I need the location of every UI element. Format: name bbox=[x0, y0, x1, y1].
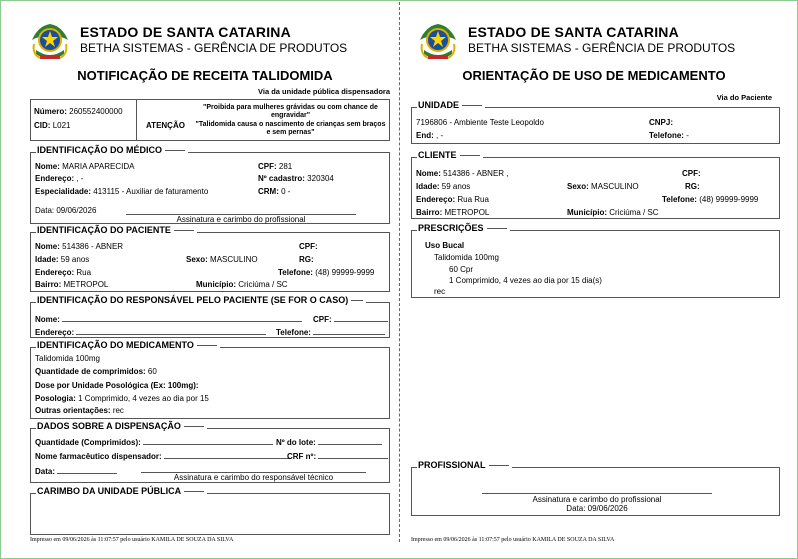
doctor-specialty: 413115 - Auxiliar de faturamento bbox=[93, 187, 209, 196]
patient-age: 59 anos bbox=[60, 255, 90, 264]
doctor-register-label: Nº cadastro: bbox=[258, 174, 305, 183]
unit-cnpj-label: CNPJ: bbox=[649, 118, 674, 127]
unit-stamp-section bbox=[30, 486, 390, 535]
doctor-address-label: Endereço: bbox=[35, 174, 75, 183]
prescriptions-section bbox=[411, 223, 780, 298]
client-name: 514386 - ABNER , bbox=[443, 169, 509, 178]
state-coat-of-arms-icon bbox=[418, 20, 458, 66]
prescription-header-box bbox=[30, 99, 390, 141]
dose-label: Dose por Unidade Posológica (Ex: 100mg): bbox=[35, 381, 199, 390]
client-rg-label: RG: bbox=[685, 182, 700, 191]
company-name: BETHA SISTEMAS - GERÊNCIA DE PRODUTOS bbox=[80, 41, 348, 55]
cid-label: CID: bbox=[34, 121, 51, 130]
administration-route: Uso Bucal bbox=[425, 241, 465, 250]
client-section bbox=[411, 150, 780, 219]
patient-name-label: Nome: bbox=[35, 242, 60, 251]
client-address-label: Endereço: bbox=[416, 195, 456, 204]
unit-section-title: UNIDADE bbox=[417, 100, 485, 110]
prescribed-posology: 1 Comprimido, 4 vezes ao dia por 15 dia(s) bbox=[449, 276, 602, 285]
doctor-signature-caption: Assinatura e carimbo do profissional bbox=[176, 215, 306, 224]
unit-address: , - bbox=[436, 131, 444, 140]
patient-sex: MASCULINO bbox=[210, 255, 258, 264]
dispensing-section bbox=[30, 421, 390, 483]
client-district-label: Bairro: bbox=[416, 208, 443, 217]
guardian-name-label: Nome: bbox=[35, 315, 60, 324]
attention-label: ATENÇÃO bbox=[146, 121, 185, 130]
crf-field[interactable] bbox=[318, 451, 388, 459]
client-phone-label: Telefone: bbox=[662, 195, 697, 204]
medication-guidance-page bbox=[408, 0, 780, 543]
batch-field[interactable] bbox=[318, 437, 382, 445]
guardian-address-field[interactable] bbox=[76, 327, 266, 335]
crf-label: CRF nº: bbox=[287, 452, 317, 461]
other-guidance-label: Outras orientações: bbox=[35, 406, 111, 415]
patient-city-label: Município: bbox=[196, 280, 236, 289]
unit-name: 7196806 - Ambiente Teste Leopoldo bbox=[416, 118, 544, 127]
client-city: Criciúma / SC bbox=[609, 208, 659, 217]
unit-section bbox=[411, 100, 780, 144]
patient-sex-label: Sexo: bbox=[186, 255, 208, 264]
doctor-section bbox=[30, 145, 390, 224]
print-footer: Impresso em 09/06/2026 às 11:07:57 pelo usuário KAMILA DE SOUZA DA SILVA bbox=[411, 537, 615, 543]
doctor-name: MARIA APARECIDA bbox=[62, 162, 135, 171]
doctor-address: , - bbox=[76, 174, 84, 183]
client-district: METROPOL bbox=[444, 208, 490, 217]
guardian-section-title: IDENTIFICAÇÃO DO RESPONSÁVEL PELO PACIENTE (SE FOR O CASO) bbox=[36, 295, 366, 305]
client-sex-label: Sexo: bbox=[567, 182, 589, 191]
warning-birth-defects: "Talidomida causa o nascimento de crianças sem braços e sem pernas" bbox=[195, 121, 386, 136]
state-name: ESTADO DE SANTA CATARINA bbox=[80, 24, 291, 40]
batch-label: Nº do lote: bbox=[276, 438, 316, 447]
doctor-name-label: Nome: bbox=[35, 162, 60, 171]
print-footer: Impresso em 09/06/2026 às 11:07:57 pelo usuário KAMILA DE SOUZA DA SILVA bbox=[30, 537, 234, 543]
prescribed-quantity: 60 Cpr bbox=[449, 265, 474, 274]
unit-phone: - bbox=[686, 131, 689, 140]
patient-address-label: Endereço: bbox=[35, 268, 75, 277]
client-age-label: Idade: bbox=[416, 182, 440, 191]
professional-date-label: Data: bbox=[566, 504, 586, 513]
guardian-name-field[interactable] bbox=[62, 314, 302, 322]
patient-rg-label: RG: bbox=[299, 255, 314, 264]
client-sex: MASCULINO bbox=[591, 182, 639, 191]
client-cpf-label: CPF: bbox=[682, 169, 701, 178]
doctor-crm-label: CRM: bbox=[258, 187, 279, 196]
medication-quantity: 60 bbox=[147, 367, 157, 376]
client-age: 59 anos bbox=[441, 182, 471, 191]
prescription-number: 260552400000 bbox=[69, 107, 123, 116]
doctor-cpf-label: CPF: bbox=[258, 162, 277, 171]
posology-label: Posologia: bbox=[35, 394, 76, 403]
prescriptions-section-title: PRESCRIÇÕES bbox=[417, 223, 510, 233]
dispensing-date-field[interactable] bbox=[57, 466, 117, 474]
patient-section-title: IDENTIFICAÇÃO DO PACIENTE bbox=[36, 225, 197, 235]
client-address: Rua Rua bbox=[457, 195, 489, 204]
guardian-phone-field[interactable] bbox=[313, 327, 385, 335]
dispensed-quantity-field[interactable] bbox=[143, 437, 273, 445]
guardian-cpf-field[interactable] bbox=[334, 314, 388, 322]
doctor-register: 320304 bbox=[307, 174, 334, 183]
client-name-label: Nome: bbox=[416, 169, 441, 178]
professional-section bbox=[411, 460, 780, 516]
numero-label: Número: bbox=[34, 107, 67, 116]
unit-stamp-section-title: CARIMBO DA UNIDADE PÚBLICA bbox=[36, 486, 207, 496]
pharmacist-label: Nome farmacêutico dispensador: bbox=[35, 452, 162, 461]
patient-district: METROPOL bbox=[63, 280, 109, 289]
patient-section bbox=[30, 225, 390, 292]
company-name: BETHA SISTEMAS - GERÊNCIA DE PRODUTOS bbox=[468, 41, 736, 55]
guardian-cpf-label: CPF: bbox=[313, 315, 332, 324]
patient-name: 514386 - ABNER bbox=[62, 242, 124, 251]
guardian-address-label: Endereço: bbox=[35, 328, 75, 337]
patient-city: Criciúma / SC bbox=[238, 280, 288, 289]
client-section-title: CLIENTE bbox=[417, 150, 483, 160]
guardian-phone-label: Telefone: bbox=[276, 328, 311, 337]
state-coat-of-arms-icon bbox=[30, 20, 70, 66]
guardian-section bbox=[30, 295, 390, 338]
unit-address-label: End: bbox=[416, 131, 434, 140]
doctor-date: 09/06/2026 bbox=[56, 206, 97, 215]
receipt-notification-page bbox=[20, 0, 390, 543]
posology-value: 1 Comprimido, 4 vezes ao dia por 15 bbox=[78, 394, 209, 403]
patient-phone: (48) 99999-9999 bbox=[315, 268, 375, 277]
cid-value: L021 bbox=[52, 121, 71, 130]
document-title: ORIENTAÇÃO DE USO DE MEDICAMENTO bbox=[462, 68, 726, 83]
copy-via: Via da unidade pública dispensadora bbox=[258, 87, 390, 96]
document-title: NOTIFICAÇÃO DE RECEITA TALIDOMIDA bbox=[77, 68, 333, 83]
dispensing-section-title: DADOS SOBRE A DISPENSAÇÃO bbox=[36, 421, 207, 431]
doctor-date-label: Data: bbox=[35, 206, 55, 215]
other-guidance-value: rec bbox=[112, 406, 124, 415]
doctor-cpf: 281 bbox=[278, 162, 293, 171]
copy-via: Via do Paciente bbox=[716, 93, 772, 102]
client-city-label: Município: bbox=[567, 208, 607, 217]
doctor-section-title: IDENTIFICAÇÃO DO MÉDICO bbox=[36, 145, 188, 155]
medication-section bbox=[30, 340, 390, 419]
professional-section-title: PROFISSIONAL bbox=[417, 460, 512, 470]
doctor-specialty-label: Especialidade: bbox=[35, 187, 92, 196]
technician-signature-caption: Assinatura e carimbo do responsável técnico bbox=[173, 473, 334, 482]
patient-address: Rua bbox=[76, 268, 92, 277]
letterhead bbox=[408, 0, 780, 62]
prescribed-medication: Talidomida 100mg bbox=[434, 253, 499, 262]
medication-section-title: IDENTIFICAÇÃO DO MEDICAMENTO bbox=[36, 340, 220, 350]
cut-line bbox=[399, 2, 400, 542]
patient-cpf-label: CPF: bbox=[299, 242, 318, 251]
professional-signature-caption: Assinatura e carimbo do profissional bbox=[532, 495, 662, 504]
prescription-note: rec bbox=[434, 287, 446, 296]
dispensing-date-label: Data: bbox=[35, 467, 56, 476]
patient-age-label: Idade: bbox=[35, 255, 59, 264]
prescription-id-cell bbox=[31, 100, 137, 140]
pharmacist-field[interactable] bbox=[164, 451, 289, 459]
patient-phone-label: Telefone: bbox=[278, 268, 313, 277]
warning-pregnancy: "Proibida para mulheres grávidas ou com chance de engravidar" bbox=[203, 104, 378, 119]
professional-signature-line bbox=[482, 493, 712, 494]
professional-date: 09/06/2026 bbox=[587, 504, 628, 513]
client-phone: (48) 99999-9999 bbox=[699, 195, 759, 204]
letterhead bbox=[20, 0, 390, 62]
medication-quantity-label: Quantidade de comprimidos: bbox=[35, 367, 146, 376]
patient-district-label: Bairro: bbox=[35, 280, 62, 289]
unit-phone-label: Telefone: bbox=[649, 131, 684, 140]
medication-name: Talidomida 100mg bbox=[35, 354, 100, 363]
dispensed-quantity-label: Quantidade (Comprimidos): bbox=[35, 438, 141, 447]
doctor-crm: 0 - bbox=[281, 187, 291, 196]
state-name: ESTADO DE SANTA CATARINA bbox=[468, 24, 679, 40]
